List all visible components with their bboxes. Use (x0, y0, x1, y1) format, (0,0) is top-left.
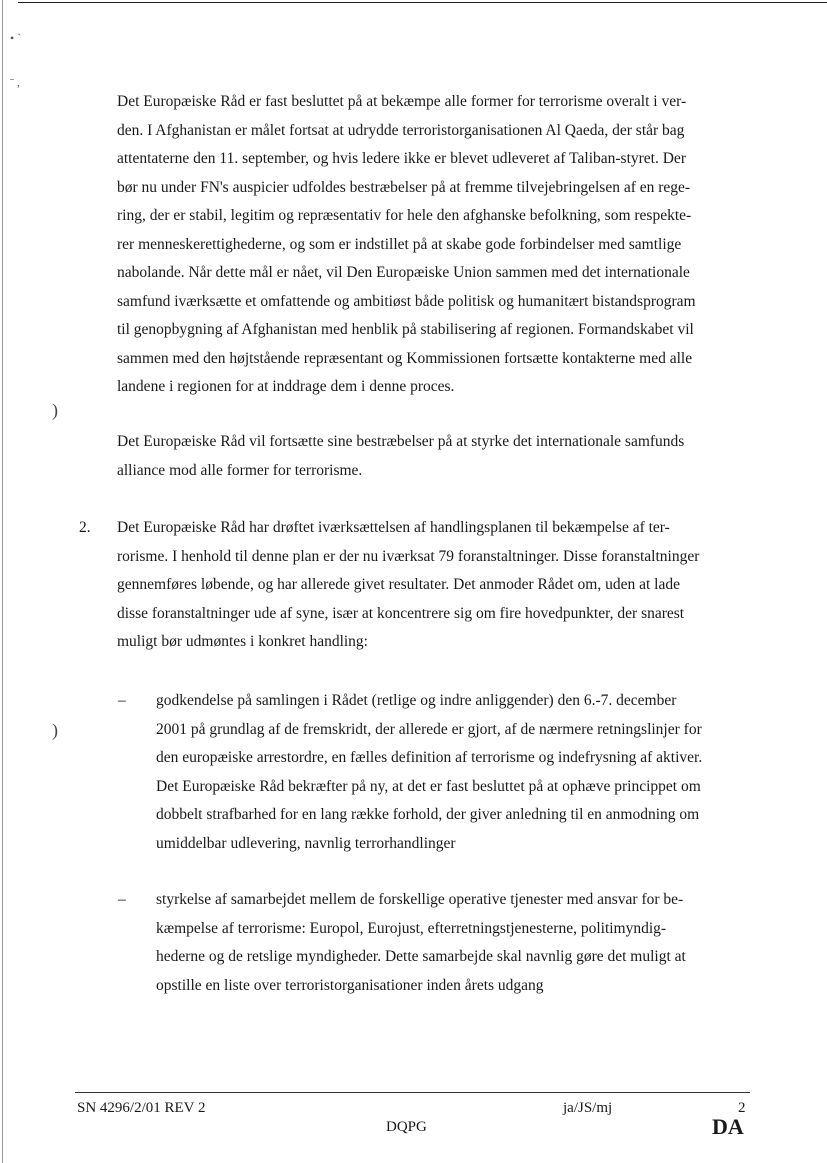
text-line: disse foranstaltninger ude af syne, især at koncentrere sig om fire hovedpunkter, der snarest (117, 604, 685, 622)
footer-rule (75, 1092, 750, 1093)
paragraph-action-plan (117, 514, 747, 657)
text-line: bør nu under FN's auspicier udfoldes bestræbelser på at fremme tilvejebringelsen af en rege- (117, 178, 691, 196)
text-line: Det Europæiske Råd bekræfter på ny, at det er fast besluttet på at ophæve princippet om (156, 777, 701, 795)
text-line: styrkelse af samarbejdet mellem de forskellige operative tjenester med ansvar for be- (156, 891, 684, 908)
author-initials: ja/JS/mj (563, 1100, 613, 1116)
text-line: gennemføres løbende, og har allerede givet resultater. Det anmoder Rådet om, uden at lade (117, 576, 680, 593)
text-line: hederne og de retslige myndigheder. Dette samarbejde skal navnlig gøre det muligt at (156, 948, 686, 965)
item-number: 2. (79, 519, 91, 536)
text-line: godkendelse på samlingen i Rådet (retlige og indre anliggender) den 6.-7. december (156, 692, 677, 709)
department-code: DQPG (386, 1119, 427, 1135)
text-line: rer menneskerettighederne, og som er indstillet på at skabe gode forbindelser med samtlige (117, 235, 682, 253)
text-line: alliance mod alle former for terrorisme. (117, 461, 363, 479)
language-code: DA (712, 1114, 744, 1139)
paragraph-afghanistan (117, 88, 747, 402)
text-line: Det Europæiske Råd vil fortsætte sine bestræbelser på at styrke det internationale samfunds (117, 433, 685, 450)
scan-speck-icon: ˉ , (10, 75, 20, 89)
bullet-dash: – (118, 692, 126, 709)
hole-punch-mark-icon: ) (52, 400, 58, 420)
text-line: opstille en liste over terroristorganisationer inden årets udgang (156, 976, 544, 994)
text-line: muligt bør udmøntes i konkret handling: (117, 633, 368, 650)
page-number: 2 (738, 1100, 746, 1116)
text-line: til genopbygning af Afghanistan med henblik på stabilisering af regionen. Formandskabet vil (117, 321, 694, 338)
text-line: 2001 på grundlag af de fremskridt, der allerede er gjort, af de nærmere retningslinjer for (156, 720, 702, 738)
text-line: nabolande. Når dette mål er nået, vil Den Europæiske Union sammen med det internationale (117, 264, 690, 281)
bullet-item-cooperation (156, 886, 756, 1000)
text-line: Det Europæiske Råd har drøftet iværksættelsen af handlingsplanen til bekæmpelse af ter- (117, 519, 670, 536)
text-line: landene i regionen for at inddrage dem i denne proces. (117, 378, 455, 395)
left-margin-rule (2, 0, 3, 1163)
text-line: samfund iværksætte et omfattende og ambitiøst både politisk og humanitært bistandsprogram (117, 292, 696, 310)
paragraph-alliance (117, 428, 747, 485)
hole-punch-mark-icon: ) (52, 720, 58, 740)
bullet-item-arrest-warrant (156, 687, 756, 858)
scan-speck-icon: • ˋ (10, 31, 22, 45)
text-line: den. I Afghanistan er målet fortsat at udrydde terroristorganisationen Al Qaeda, der står bag (117, 121, 685, 139)
text-line: ring, der er stabil, legitim og repræsentativ for hele den afghanske befolkning, som respekte- (117, 207, 692, 224)
text-line: umiddelbar udlevering, navnlig terrorhandlinger (156, 834, 456, 852)
text-line: Det Europæiske Råd er fast besluttet på at bekæmpe alle former for terrorisme overalt i ver- (117, 93, 687, 110)
bullet-dash: – (118, 891, 126, 908)
text-line: sammen med den højtstående repræsentant og Kommissionen fortsætte kontakterne med alle (117, 349, 693, 367)
text-line: rorisme. I henhold til denne plan er der nu iværksat 79 foranstaltninger. Disse foranstaltninger (117, 547, 700, 565)
text-line: dobbelt strafbarhed for en lang række forhold, der giver anledning til en anmodning om (156, 806, 700, 823)
top-border-rule (18, 2, 827, 3)
text-line: den europæiske arrestordre, en fælles definition af terrorisme og indefrysning af aktiver. (156, 749, 703, 766)
text-line: kæmpelse af terrorisme: Europol, Eurojust, efterretningstjenesterne, politimyndig- (156, 919, 667, 937)
text-line: attentaterne den 11. september, og hvis ledere ikke er blevet udleveret af Taliban-styret. Der (117, 150, 686, 167)
document-reference: SN 4296/2/01 REV 2 (77, 1100, 206, 1116)
